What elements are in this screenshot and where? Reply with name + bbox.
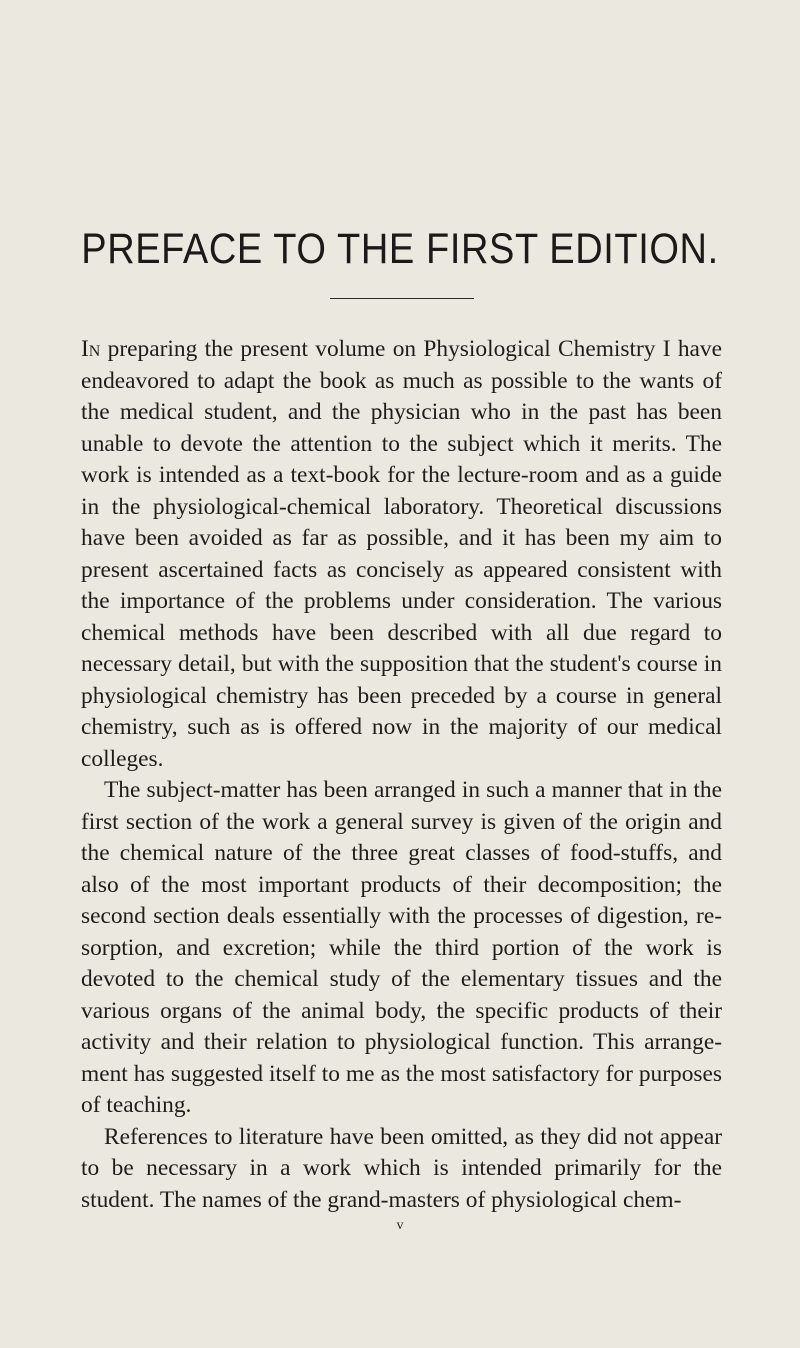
paragraph-2: The subject-matter has been arranged in such a manner that in the first section of the work a general survey is given of the origin and the chemical nature of the three great classes of food-stuffs, and also of the most important products of their decomposition; the second section deals essentially with the processes of digestion, re-sorption, and excretion; while the third portion of the work is devoted to the chemical study of the elementary tissues and the various organs of the animal body, the specific products of their activity and their relation to physiological function. This arrange-ment has suggested itself to me as the most satisfactory for purposes of teaching. bbox=[81, 777, 722, 1118]
paragraph-3: References to literature have been omitted, as they did not appear to be necessary in a work which is intended primarily for the student. The names of the grand-masters of physiological chem- bbox=[81, 1123, 722, 1213]
page-title: PREFACE TO THE FIRST EDITION. bbox=[81, 226, 719, 274]
paragraph-1-text: preparing the present volume on Physiological Chemistry I have endeavored to adapt the book as much as possible to the wants of the medical student, and the physician who in the past has been unable to devote the attention to the subject which it merits. The work is intended as a text-book for the lecture-room and as a guide in the physiological-chemical laboratory. Theoretical discussions have been avoided as far as possible, and it has been my aim to present ascertained facts as concisely as appeared consistent with the importance of the problems under consideration. The various chemical methods have been described with all due regard to necessary detail, but with the supposition that the student's course in physiological chemistry has been preceded by a course in general chemistry, such as is offered now in the majority of our medical colleges. bbox=[81, 336, 722, 772]
page-number: v bbox=[396, 1218, 404, 1233]
title-rule bbox=[330, 298, 474, 299]
opening-word: In bbox=[81, 336, 101, 362]
paragraph-1 bbox=[81, 334, 722, 775]
preface-body bbox=[81, 334, 722, 1216]
